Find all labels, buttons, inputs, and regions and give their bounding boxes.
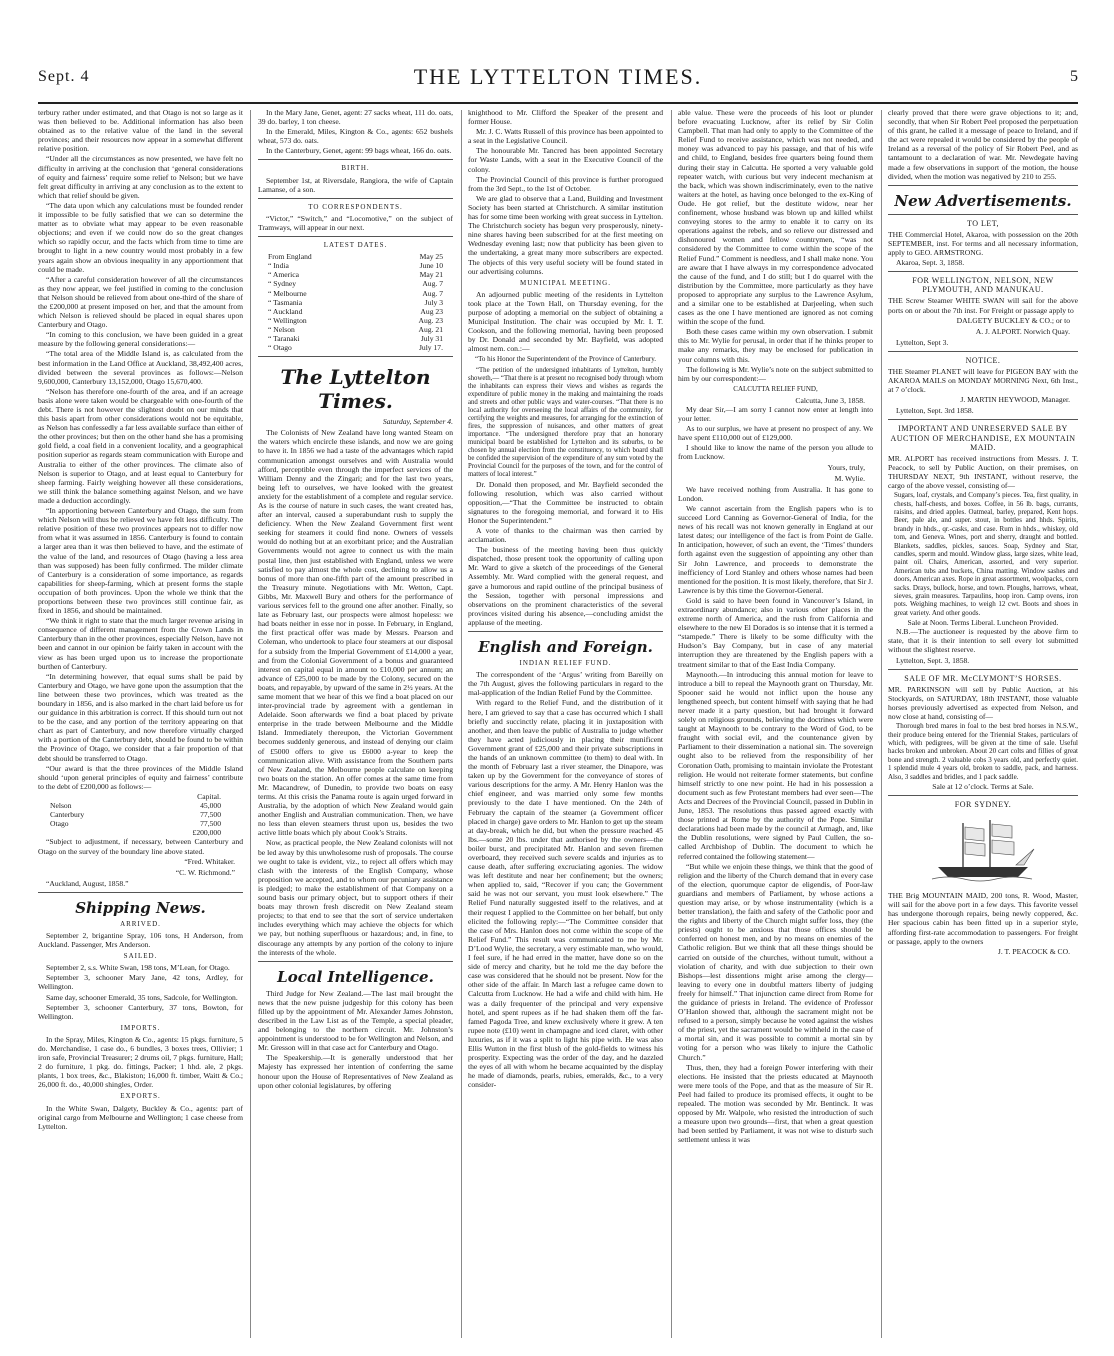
paragraph: We are glad to observe that a Land, Building and Investment Society has been started at Christchurch. A similar institution has for some time been working with great success in Lyttelton. The Christchurch society has begun very prosperously, ninety-nine shares having been subscribed for at the first meeting on Wednesday evening last; now that publicity has been given to the undertaking, a great many more subscribers are expected. The objects of this very useful society will be found stated in our advertising columns. — [468, 193, 663, 276]
paragraph: Mr. J. C. Watts Russell of this province has been appointed to a seat in the Legislative Council. — [468, 127, 663, 146]
table-cell: Canterbury — [50, 810, 85, 820]
column-3 — [468, 108, 663, 1340]
list-item-label: “ America — [268, 270, 299, 280]
table-cell: 45,000 — [200, 801, 221, 811]
subheading: MUNICIPAL MEETING. — [520, 278, 611, 287]
list-item — [258, 279, 453, 288]
memorial-text: “The petition of the undersigned inhabitants of Lyttelton, humbly showeth,— “That there is at present no recognised body through whom the inhabitants can express their views and wishes as regards the expenditure of public money in the making and maintaining the roads and streets and other public ways and water-courses. “That there is no local authority for overseeing the local affairs of the community, for certifying the weights and measures, for arranging for the extinction of fires, the suppression of nuisances, and other matters of great importance. “The undersigned therefore pray that an honorary municipal board be established for Lyttelton and its suburbs, to be chosen by annual election from the constituency, to which board shall be confided the supervision of the expenditure of any sum voted by the Provincial Council for the purposes of the town, and for the control of matters of local interest.” — [468, 366, 663, 478]
list-item — [258, 325, 453, 334]
paragraph: “We think it right to state that the much larger revenue arising in consequence of different management from the Crown Lands in Canterbury than in the other provinces, especially Nelson, have not been and cannot in our opinion be fairly taken in account with the view as has been urged upon us to increase the proportionate burthen of Canterbury. — [38, 616, 243, 671]
subheading: ARRIVED. — [120, 919, 161, 928]
ad-heading: SALE OF MR. McCLYMONT’S HORSES. — [904, 673, 1062, 683]
paragraph: The honourable Mr. Tancred has been appointed Secretary for Waste Lands, with a seat in the Executive Council of the colony. — [468, 146, 663, 174]
paragraph: “Our award is that the three provinces of the Middle Island should ‘upon general principles of equity and fairness’ contribute to the debt of £200,000 as follows:— — [38, 763, 243, 791]
paragraph: September 1st, at Riversdale, Rangiora, the wife of Captain Lamanse, of a son. — [258, 175, 453, 194]
table-total — [38, 828, 243, 837]
paragraph: A vote of thanks to the chairman was then carried by acclamation. — [468, 526, 663, 545]
subheading: SAILED. — [123, 952, 158, 961]
paragraph: “But while we enjoin these things, we think that the good of religion and the liberty of the Church demand that in every case of the election, quorumque captor de eligendis, of Poor-law guardians and members of Parliament, by whose actions a question may arise, or by whose instrumentality (which is a better translation), the faith and safety of the Catholic poor and the rights and liberty of the Church might suffer loss, they (the priests) ought to be anxious that those offices should be conferred on honest men, and by no means on enemies of the Catholic religion. But we think that all these things should be carried on outside of the churches, without tumult, without a violation of charity, and with due subjection to their own Bishops—lest dissentions might arise among the clergy—leaving to every one in doubtful matters liberty of judging freely for himself.” That injunction came direct from Rome for the guidance of priests in Ireland. The evidence of Professor O’Hanlon showed that, although the sacrament might not be refused to a person, simply because he voted against the wishes of the priest, yet the sacrament would be withheld in the case of a mortal sin, and it was possible to commit a mortal sin by voting for a person who was likely to injure the Catholic Church.” — [678, 861, 873, 1062]
table-row — [38, 810, 243, 819]
paragraph: As to our surplus, we have at present no prospect of any. We have spent £110,000 out of £129,000. — [678, 424, 873, 443]
paragraph: “In coming to this conclusion, we have been guided in a great measure by the following general considerations:— — [38, 330, 243, 349]
divider — [468, 631, 663, 632]
table-header — [38, 792, 243, 801]
ad-body: THE Brig MOUNTAIN MAID, 200 tons, R. Wood, Master, will sail for the above port in a few days. This favorite vessel has undergone thorough repairs, being newly coppered, &c. Her spacious cabin has been fitted up in a superior style, affording first-rate accommodation to passengers. For freight or passage, apply to the owners — [888, 891, 1078, 946]
paragraph: In the Canterbury, Genet, agent: 99 bags wheat, 166 do. oats. — [266, 146, 452, 156]
paragraph: September 2, brigantine Spray, 106 tons, H Anderson, from Auckland. Passenger, Mrs Anderson. — [38, 930, 243, 950]
table-row — [38, 819, 243, 828]
paragraph: Gold is said to have been found in Vancouver’s Island, in extraordinary abundance; also in various other places in the extreme north of America, and the rush from California and elsewhere to the new El Dorados is so intense that it is termed a “stampede.” There is likely to be some difficulty with the Hudson’s Bay Company, but in case of any material interruption they are threatened by the English papers with a treatment similar to that of the East India Company. — [678, 595, 873, 669]
paragraph: The business of the meeting having been thus quickly dispatched, those present took the opportunity of calling upon Mr. Ward to give a sketch of the proceedings of the General Assembly. Mr. Ward complied with the general request, and gave a humorous and rapid outline of the principal business of the Session, together with personal impressions and observations on the prominent characteristics of the several provinces visited during his absence,—concluding amidst the applause of the meeting. — [468, 545, 663, 627]
masthead — [38, 62, 1078, 104]
paragraph: Maynooth.—In introducing this annual motion for leave to introduce a bill to repeal the Maynooth grant on Thursday, Mr. Spooner said he would not inflict upon the house any lengthened speech, but content himself with saying that he had never made it a party question, but had brought it forward solely on religious grounds, believing the doctrines which were taught at Maynooth to be contrary to the Word of God, to be fraught with social evil, and the countenance given by Parliament to their dissemination a national sin. The sovereign ought also to be relieved from the responsibility of her Coronation Oath, promising to maintain inviolate the Protestant religion. He would not reiterate former statements, but confine himself strictly to one new point. He had in his possession a document such as few Protestant members had ever seen—The Acts and Decrees of the Provincial Council, passed in Dublin in June, 1853. The resolutions thus passed agreed exactly with those printed at Rome by the authority of the Pope. Similar declarations had been made by the council at Armagh, and, like the Dublin resolutions, were signed by Paul Cullen, the so-called Archbishop of Dublin. The document to which he referred contained the following statement— — [678, 669, 873, 861]
list-item — [258, 270, 453, 279]
ad-signature: J. T. PEACOCK & CO. — [997, 946, 1070, 956]
paragraph: terbury rather under estimated, and that Otago is not so large as it was then believed to be. Additional information has also been obtained as to the relative value of the land in the several provinces; and their resources now appear in a somewhat different relative position. — [38, 108, 243, 154]
paragraph: “Under all the circumstances as now presented, we have felt no difficulty in arriving at the conclusion that ‘general considerations of equity and fairness’ require some relief to Nelson; but we have felt great difficulty in arriving at any conclusion as to the extent to which that relief should be given. — [38, 154, 243, 200]
divider — [888, 185, 1078, 186]
editorial-date: Saturday, September 4. — [382, 417, 453, 427]
list-item-value: May 21 — [419, 270, 443, 280]
paragraph: Thus, then, they had a foreign Power interfering with their elections. He insisted that the priests educated at Maynooth were mere tools of the Pope, and that as the measure of Sir R. Peel had failed to produce its promised effects, it ought to be repealed. The motion was seconded by Mr. Bentinck. It was opposed by Mr. Walpole, who resisted the introduction of such a measure upon two grounds—first, that when a great question had been settled by Parliament, it was not wise to disturb such settlement unless it was — [678, 1062, 873, 1145]
divider — [258, 961, 453, 962]
table-header-label: Capital. — [197, 791, 221, 801]
ad-date: Lyttelton, Sept 3. — [896, 337, 949, 347]
ad-heading: FOR SYDNEY. — [954, 800, 1012, 810]
ad-agent: DALGETY BUCKLEY & CO.; or to — [956, 315, 1070, 325]
divider — [888, 214, 1078, 215]
table-total-value: £200,000 — [192, 828, 221, 838]
signature: M. Wylie. — [834, 473, 865, 483]
list-item-value: May 25 — [419, 252, 443, 262]
paragraph: The following is Mr. Wylie’s note on the subject submitted to him by our correspondent:— — [678, 364, 873, 383]
column-5 — [888, 108, 1078, 1340]
ad-heading: IMPORTANT AND UNRESERVED SALE BY AUCTION OF MERCHANDISE, EX MOUNTAIN MAID. — [890, 424, 1076, 452]
award-table — [38, 792, 243, 837]
ad-date: Akaroa, Sept. 3, 1858. — [896, 258, 965, 268]
paragraph: An adjourned public meeting of the residents in Lyttelton took place at the Town Hall, on Thursday evening, for the purpose of adopting a memorial on the subject of obtaining a Municipal Institution. The chair was occupied by Mr. I. T. Cookson, and the following memorial, having been proposed by Dr. Donald and seconded by Mr. Bayfield, was adopted almost nem. con.:— — [468, 289, 663, 354]
table-cell: 77,500 — [200, 810, 221, 820]
letter-date: Calcutta, June 3, 1858. — [795, 395, 865, 405]
page-number: 5 — [1070, 68, 1078, 85]
memorial-heading: “To his Honor the Superintendent of the Province of Canterbury. — [474, 355, 656, 364]
paragraph: The Speakership.—It is generally understood that her Majesty has expressed her intention of conferring the same honour upon the House of Representatives of New Zealand as upon other colonial legislatures, by offering — [258, 1053, 453, 1090]
ad-body: MR. PARKINSON will sell by Public Auction, at his Stockyards, on SATURDAY, 18th INSTANT, those valuable horses previously advertised as expected from Nelson, and now close at hand, consisting of— — [888, 684, 1078, 722]
divider — [258, 198, 453, 199]
divider — [258, 159, 453, 160]
ad-body: THE Steamer PLANET will leave for PIGEON BAY with the AKAROA MAILS on MONDAY MORNING Next, 6th Inst., at 7 o’clock. — [888, 366, 1078, 395]
list-item-label: “ Auckland — [268, 306, 303, 316]
paragraph: September 3, schooner Canterbury, 37 tons, Bowton, for Wellington. — [38, 1002, 243, 1021]
paragraph: In the White Swan, Dalgety, Buckley & Co., agents: part of original cargo from Melbourne and Wellington; 1 case cheese from Lyttelton. — [38, 1103, 243, 1131]
paragraph: Dr. Donald then proposed, and Mr. Bayfield seconded the following resolution, which was also carried without opposition,—“That the Committee be instructed to obtain signatures to the foregoing memorial, and forward it to His Honor the Superintendent.” — [468, 479, 663, 525]
list-item-value: Aug. 7 — [422, 288, 443, 298]
paragraph: In the Spray, Miles, Kington & Co., agents: 15 pkgs. furniture, 5 do. Merchandise, 1 case do., 6 bundles, 3 boxes trees, Ollivier; 1 iron safe, Provincial Treasurer; 2 drums oil, 7 pkgs. furniture, Hall; 2 do furniture, 1 pkg. do. fittings, Packer; 1 hhd. ale, 2 pkgs. plants, 1 box trees, &c., Blakiston; 16,000 ft. timber, Waitt & Co.; 26,000 ft. do., 40,000 shingles, Order. — [38, 1034, 243, 1090]
list-item-label: “ Melbourne — [268, 288, 307, 298]
list-item-label: “ Wellington — [268, 315, 307, 325]
ad-items: Thorough bred mares in foal to the best bred horses in N.S.W., their produce being entered for the Triennial Stakes, particulars of which, with pedigrees, will be given at the time of sale. Useful hacks broken and unbroken. About 20 cart colts and fillies of great bone and strength. 2 valuable cobs 3 years old, and perfectly quiet. 1 splendid mule 4 years old, broken to saddle, pack, and harness. Also, 3 saddles and bridles, and 1 pack saddle. — [888, 722, 1078, 781]
ad-date: Lyttelton, Sept. 3, 1858. — [896, 655, 970, 665]
list-item-label: “ Taranaki — [268, 333, 300, 343]
subheading: BIRTH. — [341, 164, 370, 173]
paragraph: September 2, s.s. White Swan, 198 tons, M’Lean, for Otago. — [46, 963, 230, 973]
ad-heading: NOTICE. — [965, 355, 1001, 365]
ship-illustration — [928, 815, 1038, 885]
column-divider — [671, 110, 672, 1338]
table-cell: Nelson — [50, 801, 72, 811]
paragraph: The correspondent of the ‘Argus’ writing from Bareilly on the 7th August, gives the following particulars in regard to the mal-application of the Indian Relief Fund by the Committee. — [468, 670, 663, 698]
paragraph: We cannot ascertain from the English papers who is to succeed Lord Canning as Governor-General of India, for the news of his recall was not known generally in England at our latest dates; our intelligence of the fact is from Point de Galle. In anticipation, however, of such an event, the ‘Times’ thunders forth against even the suggestion of appointing any other than Sir John Lawrence, and proceeds to demonstrate the inefficiency of Lord Stanley and others whose names had been mentioned for the position. It is most likely, therefore, that Sir J. Lawrence is by this time the Governor-General. — [678, 503, 873, 595]
paper-nameplate: The Lyttelton Times. — [280, 365, 431, 414]
paragraph: clearly proved that there were grave objections to it; and, secondly, that when Sir Robert Peel proposed the perpetuation of this grant, he called it a message of peace to Ireland, and if the act were repealed it would be considered by the people of Ireland as a reversal of the policy of Sir Robert Peel, and as tantamount to a declaration of war. Mr. Newdegate having made a few observations in support of the motion, the house divided, when the motion was negatived by 210 to 255. — [888, 108, 1078, 181]
list-item-label: “ India — [268, 261, 289, 271]
divider — [888, 795, 1078, 796]
list-item-value: Aug 23 — [420, 306, 443, 316]
paragraph: Now, as practical people, the New Zealand colonists will not be led away by this unwholesome rush of proposals. The course we ought to take is evident, viz., to reject all offers which may clash with the interests of the English Company, whose proposition we accepted, and to whom our pecuniary assistance is pledged; to make the establishment of that Company on a sound basis our primary object, but to support others if their boats may thrown fresh discredit on New Zealand steam projects; to that end to see that the sort of service undertaken includes everything which may achieve the objects for which we pay, but nothing superfluous or hazardous; and, in fine, to discourage any attempts by any portion of the colony to injure the interests of the whole. — [258, 838, 453, 957]
ad-body: THE Commercial Hotel, Akaroa, with possession on the 20th SEPTEMBER, inst. For terms and all necessary information, apply to GEO. ARMSTRONG. — [888, 229, 1078, 258]
ad-terms: Sale at Noon. Terms Liberal. Luncheon Provided. — [907, 618, 1059, 628]
divider — [888, 669, 1078, 670]
list-item-label: “ Nelson — [268, 324, 295, 334]
section-heading-local: Local Intelligence. — [277, 967, 434, 986]
ad-agent: A. J. ALPORT. Norwich Quay. — [975, 326, 1070, 336]
list-item — [258, 261, 453, 270]
latest-dates-list — [258, 252, 453, 352]
paragraph: Same day, schooner Emerald, 35 tons, Sadcole, for Wellington. — [46, 992, 238, 1002]
list-item-value: July 3 — [424, 297, 443, 307]
paragraph: “The data upon which any calculations must be founded render it impossible to be fully satisfied that we can so determine the matter as to obviate what may appear to be even reasonable objections; and even if we could now do so the great changes which so rapidly occur, and the facts which from time to time are brought to light in a new country would most probably in a few years again show an obvious inequality in any apportionment that could be made. — [38, 200, 243, 274]
paragraph: “In determining however, that equal sums shall be paid by Canterbury and Otago, we have gone upon the assumption that the line between these two provinces, which was treated as the boundary in 1856, and is also marked in the chart laid before us for our guidance in this arbitration is correct. If this should turn out not to be the case, and any portion of the territory appearing on that chart as part of Canterbury, and now therefore virtually charged with a portion of the Canterbury debt, should be found to be within the Province of Otago, we consider that a fair proportion of that debt should be transferred to Otago. — [38, 671, 243, 763]
paragraph: September 3, schooner Mary Jane, 42 tons, Ardley, for Wellington. — [38, 973, 243, 992]
paragraph: Both these cases came within my own observation. I submit this to Mr. Wylie for perusal, in order that if he thinks proper to make any remarks, they may be enclosed for publication in your columns with this. — [678, 327, 873, 364]
ad-note: N.B.—The auctioneer is requested by the above firm to state, that it is their intention to sell every lot submitted without the slightest reserve. — [888, 627, 1078, 655]
list-item-value: Aug. 21 — [418, 324, 443, 334]
list-item — [258, 316, 453, 325]
ad-signature: J. MARTIN HEYWOOD, Manager. — [960, 395, 1070, 405]
divider — [258, 236, 453, 237]
list-item-value: July 17. — [418, 343, 443, 353]
column-divider — [461, 110, 462, 1338]
list-item — [258, 334, 453, 343]
section-heading-foreign: English and Foreign. — [478, 638, 653, 657]
dateline: “Auckland, August, 1858.” — [46, 878, 129, 888]
paragraph: With regard to the Relief Fund, and the distribution of it here, I am grieved to say that a case has occurred which I shall briefly and succinctly relate, placing it in juxtaposition with another, and then leave the public of Australia to judge whether they have acted judiciously in placing their munificent Government grant of £25,000 and their private subscriptions in the hands of an unknown committee (to them) to deal with. In the month of February last a river steamer, the Dinapore, was taken up by the Government for the conveyance of stores of various descriptions for the army. A Mr. Henry Hanlon was the chief engineer, and was married only some few months previously to the date I have mentioned. On the 24th of February the captain of the steamer (a Government officer placed in charge) gave orders to Mr. Hanlon to get up the steam at day-break, which he did, but when the pressure reached 45 lbs.—some 20 lbs. under that authorised by the owners—the boiler burst, and precipitated Mr. Hanlon and seven firemen overboard, they received such severe scalds and injuries as to cause death, after suffering excruciating agonies. The widow was left destitute and near her confinement; but the owners; when applied to, said, “Recover if you can; the Government said he was not our servant, you must look elsewhere.” The Relief Fund naturally suggested itself to the relatives, and at their request I applied to the Committee on her behalf, but only elicited the following reply:—“The Committee consider that the case of Mrs. Hanlon does not come within the scope of the Relief Fund.” This result was communicated to me by Mr. D’Lood Wylie, the secretary, a very estimable man, who would, I feel sure, if he had erred in the matter, have done so on the side of mercy and charity, but he told me the day before the case was considered that he should not be present. Now for the other side of the affair. In March last a refugee came down to Calcutta from Lucknow. He had a wife and child with him. He was a daily frequenter of the principal and very expensive hotel, and spent rupees as if he had shaken them off the far-famed Pagoda Tree, and knew exclusively where it grew. A ten rupee note (£10) went in champagne and iced claret, with other luxuries, as if it was a split to light his pipe with. He was also Ellis Wutton in the first blush of the gold-fields to witness his prosperity. Expecting was the order of the day, and he dazzled the eyes of all with whom he became acquainted by the display he made of diamonds, pearls, rubies, emeralds, &c., to a very consider- — [468, 698, 663, 1090]
ad-heading: TO LET, — [966, 218, 1000, 228]
subheading: INDIAN RELIEF FUND. — [519, 659, 612, 668]
paragraph: “In apportioning between Canterbury and Otago, the sum from which Nelson will thus be relieved we have felt less difficulty. The relative position of these two provinces appears not to differ now from what it was assumed in 1856. Canterbury is found to contain a larger area than it was then believed to have, and the estimate of the value of the land, and resources of Otago (having a less area than was supposed) has been fully confirmed. The milder climate of Canterbury is a consideration of some importance, as regards capabilities for sheep-farming, which at present forms the staple occupation of both provinces. Upon the whole we think that the proportions between these two provinces still continue fair, as fixed in 1856, and should be maintained. — [38, 506, 243, 616]
paragraph: My dear Sir,—I am sorry I cannot now enter at length into your letter. — [678, 405, 873, 424]
letter-heading: CALCUTTA RELIEF FUND, — [733, 384, 818, 393]
table-cell: 77,500 — [200, 819, 221, 829]
paragraph: The Colonists of New Zealand have long wanted Steam on the waters which encircle these islands, and now we are going to have it. In 1856 we had a taste of the advantages which rapid communication amongst ourselves and with Australia would afford, perceptible even through the imperfect services of the William Denny and the Zingari; and for the last two years, being left to ourselves, we have looked with the greatest anxiety for the establishment of a complete and regular service. As is the course of nature in such cases, the want created has, after an interval, caused a superabundant rush to supply the deficiency. When the New Zealand Government first went seeking for steamers it could find none. Owners of vessels would do nothing but at an exorbitant price; and the Australian Governments would not agree to connect us with the main postal line, then just established with England, unless we were satisfied to pay almost the whole cost, declining to allow us a bonus of more than one-fifth part of the amount prescribed in the Treasury minute. Negotiations with Mr. Wetton, Capt. Gibbs, Mr. Maxwell Bury and others for the performance of various services fell to the ground one after another. Finally, so late as February last, our prospects were almost hopeless: we had boats neither in esse nor in posse. In February, in England, the first practical offer was made by Messrs. Pearson and Coleman, who undertook to place four steamers at our disposal for a subsidy from the Imperial Government of £14,000 a year, and from the Colonial Government of a bonus and guaranteed interest on capital equal in amount to £10,000 per annum; an advance of £25,000 to be made by the Colony, secured on the boats, and repayable, by upward of the same in 2½ years. At the same moment that we hear of this we find a boat placed on our inter-provincial trade by agreement with a gentleman in Adelaide. Soon afterwards we find a boat placed by private enterprise in the trade between Melbourne and the Middle Island. Immediately thereupon, the Victorian Government becomes suddenly generous, and instead of denying our claim of £5000 offers to give us £6000 a-year to keep the communication alive. With assistance from the Southern parts of New Zealand, the Melbourne people calculate on keeping two boats on the station. An offer comes at the same time from Mr. Macandrew, of Dunedin, to provide two boats on easy terms. At this crisis the Panama route is again urged forward in Australia, by the adoption of which New Zealand would gain another English and Australian communication. Then, we have no less than eleven steamers thrust upon us, besides the two active little boats which ply about Cook’s Straits. — [258, 428, 453, 838]
table-cell: Otago — [50, 819, 69, 829]
divider — [38, 892, 243, 893]
paragraph: In the Emerald, Miles, Kington & Co., agents: 652 bushels wheat, 573 do. oats. — [258, 127, 453, 146]
section-heading-advertisements: New Advertisements. — [894, 191, 1072, 210]
list-item-label: “ Tasmania — [268, 297, 303, 307]
divider — [888, 271, 1078, 272]
list-item-value: Aug. 23 — [418, 315, 443, 325]
paragraph: In the Mary Jane, Genet, agent: 27 sacks wheat, 111 do. oats, 39 do. barley, 1 ton cheese. — [258, 108, 453, 127]
paragraph: Third Judge for New Zealand.—The last mail brought the news that the new puisne judgeship for this colony has been filled up by the appointment of Mr. Alexander James Johnston, described in the Law List as of the Temple, a special pleader, and belonging to the northern circuit. Mr. Johnston’s appointment is understood to be for Wellington and Nelson, and Mr. Gresson will in that case act for Canterbury and Otago. — [258, 988, 453, 1053]
list-item-value: Aug. 7 — [422, 279, 443, 289]
paragraph: “After a careful consideration however of all the circumstances as they now appear, we feel justified in coming to the conclusion that Nelson should be relieved from about one-third of the share of the £200,000 at present imposed on her, and that the amount from which Nelson is relieved should be placed in equal shares upon Canterbury and Otago. — [38, 274, 243, 330]
paragraph: The Provincial Council of this province is further prorogued from the 3rd Sept., to the 1st of October. — [468, 174, 663, 193]
list-item — [258, 307, 453, 316]
ad-heading: FOR WELLINGTON, NELSON, NEW PLYMOUTH, AND MANUKAU. — [912, 276, 1054, 295]
paragraph: “The total area of the Middle Island is, as calculated from the best information in the Land Office at Auckland, 38,492,400 acres, divided between the several provinces as follows:—Nelson 9,600,000, Canterbury 13,152,000, Otago 15,670,400. — [38, 349, 243, 386]
list-item — [258, 343, 453, 352]
paragraph: We have received nothing from Australia. It has gone to London. — [678, 484, 873, 503]
divider — [258, 356, 453, 357]
subheading: IMPORTS. — [120, 1023, 161, 1032]
list-item — [258, 252, 453, 261]
ad-terms: Sale at 12 o’clock. Terms at Sale. — [932, 781, 1034, 791]
list-item — [258, 289, 453, 298]
column-4 — [678, 108, 873, 1340]
column-divider — [881, 110, 882, 1338]
subheading: LATEST DATES. — [323, 241, 388, 250]
paragraph: “Victor,” “Switch,” and “Locomotive,” on the subject of Tramways, will appear in our next. — [258, 213, 453, 232]
list-item-label: From England — [268, 252, 312, 262]
list-item-label: “ Otago — [268, 343, 292, 353]
ad-body: THE Screw Steamer WHITE SWAN will sail for the above ports on or about the 7th inst. For Freight or passage apply to — [888, 296, 1078, 315]
ad-body: MR. ALPORT has received instructions from Messrs. J. T. Peacock, to sell by Public Auction, on their premises, on THURSDAY NEXT, 9th INSTANT, without reserve, the cargo of the above vessel, consisting of— — [888, 453, 1078, 490]
ad-date: Lyttelton, Sept. 3rd 1858. — [896, 406, 974, 416]
paragraph: I should like to know the name of the person you allude to from Lucknow. — [678, 443, 873, 462]
divider — [888, 419, 1078, 420]
column-divider — [250, 110, 251, 1338]
paragraph: able value. These were the proceeds of his loot or plunder before evacuating Lucknow, after its relief by Sir Colin Campbell. That man had only to apply to the Committee of the Relief Fund to receive assistance, which was not needed, and money was advanced to pay his passage, and that of his wife and child, to England, besides free quarters being found them during their stay in Calcutta. He sported a very valuable gold repeater watch, with curious but very indecent mechanism at the back, which was shown indiscriminately, even to the native waiters at the hotel, as having once belonged to the ex-King of Oude. He got relief, but the destitute widow, near her confinement, whose husband was blown up and killed whilst conveying stores to the army to enable it to carry on its operations against the rebels, and so relieve our distressed and dishonoured women and fellow countrymen, “was not considered by the Committee to come within the scope of the Relief Fund.” Comment is needless, and I shall make none. You are aware that I have always in my correspondence advocated the cause of the fund, and I do still; but I do quarrel with the distribution by the Committee, more particularly as they have proposed to appropriate any surplus to the Lawrence Asylum, and a similar one to be established at Darjeeling, when such cases as the one I have mentioned are ignored as not coming within the scope of the fund. — [678, 108, 873, 327]
issue-date: Sept. 4 — [38, 68, 90, 85]
signature: “C. W. Richmond.” — [175, 867, 235, 877]
paragraph: “Subject to adjustment, if necessary, between Canterbury and Otago on the survey of the boundary line above stated. — [38, 837, 243, 856]
column-2 — [258, 108, 453, 1340]
signature: Yours, truly, — [827, 462, 865, 472]
subheading: TO CORRESPONDENTS. — [308, 202, 403, 211]
subheading: EXPORTS. — [120, 1092, 161, 1101]
ad-items: Sugars, loaf, crystals, and Company’s pieces. Tea, first quality, in chests, half-chests, and boxes. Coffee, in 56 lb. bags, currants, raisins, and dried apples. Oatmeal, barley, prepared, Kent hops. Beer, pale ale, and super. stout, in bottles and hhds. Spirits, brandy in hhds., qr.-casks, and case. Rum in hhds., whiskey, old tom, and Geneva. Wines, port and sherry, draught and bottled. Blankets, saddles, pickles, sauces. Soap, Sydney and Star, candles, sperm and mould. Window glass, large sizes, white lead, paint oil. Chairs, American, assorted, and very superior. American tubs and buckets, China matting. Window sashes and doors, American axes. Rope in great assortment, woolpacks, corn sacks. Drays, bullock, horse, and town. Ploughs, harrows, wheat, sieves, grain measures. Tarpaulins, hoop iron. Camp ovens, iron pots. Weighing machines, to weigh 12 cwt. Boots and shoes in great variety. And other goods. — [894, 491, 1078, 617]
column-1 — [38, 108, 243, 1340]
list-item-label: “ Sydney — [268, 279, 297, 289]
list-item-value: June 10 — [419, 261, 443, 271]
table-row — [38, 801, 243, 810]
newspaper-title: THE LYTTELTON TIMES. — [413, 64, 703, 89]
paragraph: “Nelson has therefore one-fourth of the area, and if an acreage basis alone were taken would be chargeable with one-fourth of the debt. There is not however the slightest doubt on our minds that this basis apart from other considerations would not be equitable, as Nelson has confessedly a far less available surface than either of the other provinces; but then on the other hand she has a promising gold field, a coal field in a convenient locality, and a geographical position superior as regards steam communication with Europe and Australia to either of the other provinces. The climate also of Nelson is superior to Otago, and at least equal to Canterbury for sheep farming. Fairly weighing however all these considerations, we still think the balance something against Nelson, and we have made a deduction accordingly. — [38, 386, 243, 505]
signature: “Fred. Whitaker. — [184, 856, 235, 866]
paragraph: knighthood to Mr. Clifford the Speaker of the present and former House. — [468, 108, 663, 127]
section-heading-shipping: Shipping News. — [75, 898, 206, 917]
list-item-value: July 31 — [420, 333, 443, 343]
list-item — [258, 298, 453, 307]
divider — [888, 351, 1078, 352]
